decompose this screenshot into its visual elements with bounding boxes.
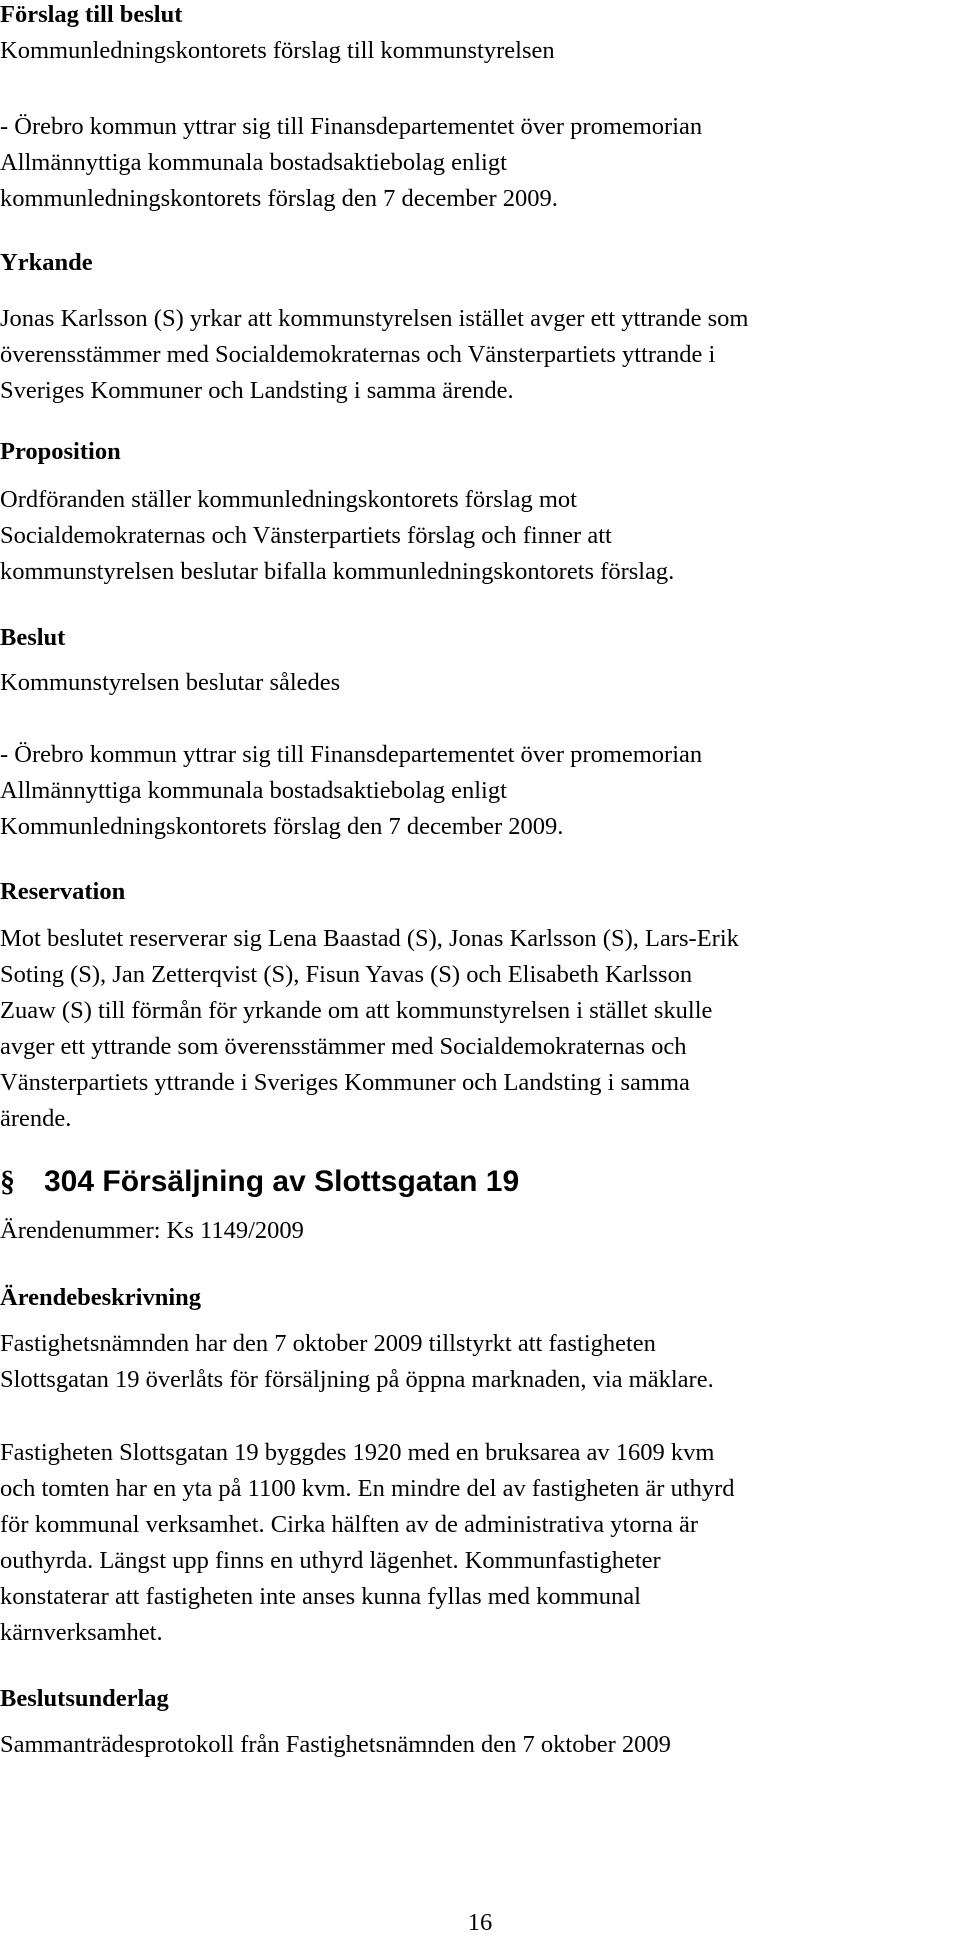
proposition-line: Ordföranden ställer kommunledningskontorets förslag mot — [0, 486, 577, 513]
reservation-line: Zuaw (S) till förmån för yrkande om att kommunstyrelsen i stället skulle — [0, 997, 713, 1024]
proposition-line: kommunstyrelsen beslutar bifalla kommunledningskontorets förslag. — [0, 558, 675, 585]
section-heading — [0, 1162, 519, 1202]
forslag-intro: Kommunledningskontorets förslag till kommunstyrelsen — [0, 37, 555, 64]
forslag-line: - Örebro kommun yttrar sig till Finansdepartementet över promemorian — [0, 113, 703, 140]
yrkande-line: Jonas Karlsson (S) yrkar att kommunstyrelsen istället avger ett yttrande som — [0, 305, 749, 332]
heading-arendebeskrivning: Ärendebeskrivning — [0, 1284, 202, 1311]
reservation-line: Mot beslutet reserverar sig Lena Baastad (S), Jonas Karlsson (S), Lars-Erik — [0, 925, 739, 952]
beslut-line: Kommunledningskontorets förslag den 7 december 2009. — [0, 813, 564, 840]
heading-proposition: Proposition — [0, 438, 121, 465]
arende-line: kärnverksamhet. — [0, 1619, 163, 1646]
arende-line: Fastighetsnämnden har den 7 oktober 2009 tillstyrkt att fastigheten — [0, 1330, 656, 1357]
paragraph-symbol: § — [0, 1165, 15, 1198]
proposition-line: Socialdemokraternas och Vänsterpartiets förslag och finner att — [0, 522, 612, 549]
beslutsunderlag-text: Sammanträdesprotokoll från Fastighetsnämnden den 7 oktober 2009 — [0, 1731, 671, 1758]
forslag-line: Allmännyttiga kommunala bostadsaktiebolag enligt — [0, 149, 507, 176]
arende-line: outhyrda. Längst upp finns en uthyrd lägenhet. Kommunfastigheter — [0, 1547, 661, 1574]
arende-line: och tomten har en yta på 1100 kvm. En mindre del av fastigheten är uthyrd — [0, 1475, 735, 1502]
arende-line: Fastigheten Slottsgatan 19 byggdes 1920 med en bruksarea av 1609 kvm — [0, 1439, 715, 1466]
heading-beslutsunderlag: Beslutsunderlag — [0, 1685, 169, 1712]
forslag-line: kommunledningskontorets förslag den 7 december 2009. — [0, 185, 558, 212]
heading-forslag-till-beslut: Förslag till beslut — [0, 1, 183, 28]
beslut-line: - Örebro kommun yttrar sig till Finansdepartementet över promemorian — [0, 741, 703, 768]
arende-line: konstaterar att fastigheten inte anses kunna fyllas med kommunal — [0, 1583, 641, 1610]
heading-beslut: Beslut — [0, 624, 66, 651]
arendenummer: Ärendenummer: Ks 1149/2009 — [0, 1217, 304, 1244]
section-title: 304 Försäljning av Slottsgatan 19 — [44, 1165, 520, 1198]
reservation-line: Vänsterpartiets yttrande i Sveriges Kommuner och Landsting i samma — [0, 1069, 690, 1096]
yrkande-line: överensstämmer med Socialdemokraternas och Vänsterpartiets yttrande i — [0, 341, 716, 368]
reservation-line: avger ett yttrande som överensstämmer med Socialdemokraternas och — [0, 1033, 687, 1060]
heading-yrkande: Yrkande — [0, 249, 93, 276]
yrkande-line: Sveriges Kommuner och Landsting i samma ärende. — [0, 377, 514, 404]
page-number: 16 — [467, 1909, 493, 1936]
beslut-line: Allmännyttiga kommunala bostadsaktiebolag enligt — [0, 777, 507, 804]
reservation-line: ärende. — [0, 1105, 72, 1132]
heading-reservation: Reservation — [0, 878, 126, 905]
reservation-line: Soting (S), Jan Zetterqvist (S), Fisun Yavas (S) och Elisabeth Karlsson — [0, 961, 693, 988]
beslut-intro: Kommunstyrelsen beslutar således — [0, 669, 341, 696]
arende-line: för kommunal verksamhet. Cirka hälften av de administrativa ytorna är — [0, 1511, 699, 1538]
arende-line: Slottsgatan 19 överlåts för försäljning på öppna marknaden, via mäklare. — [0, 1366, 714, 1393]
